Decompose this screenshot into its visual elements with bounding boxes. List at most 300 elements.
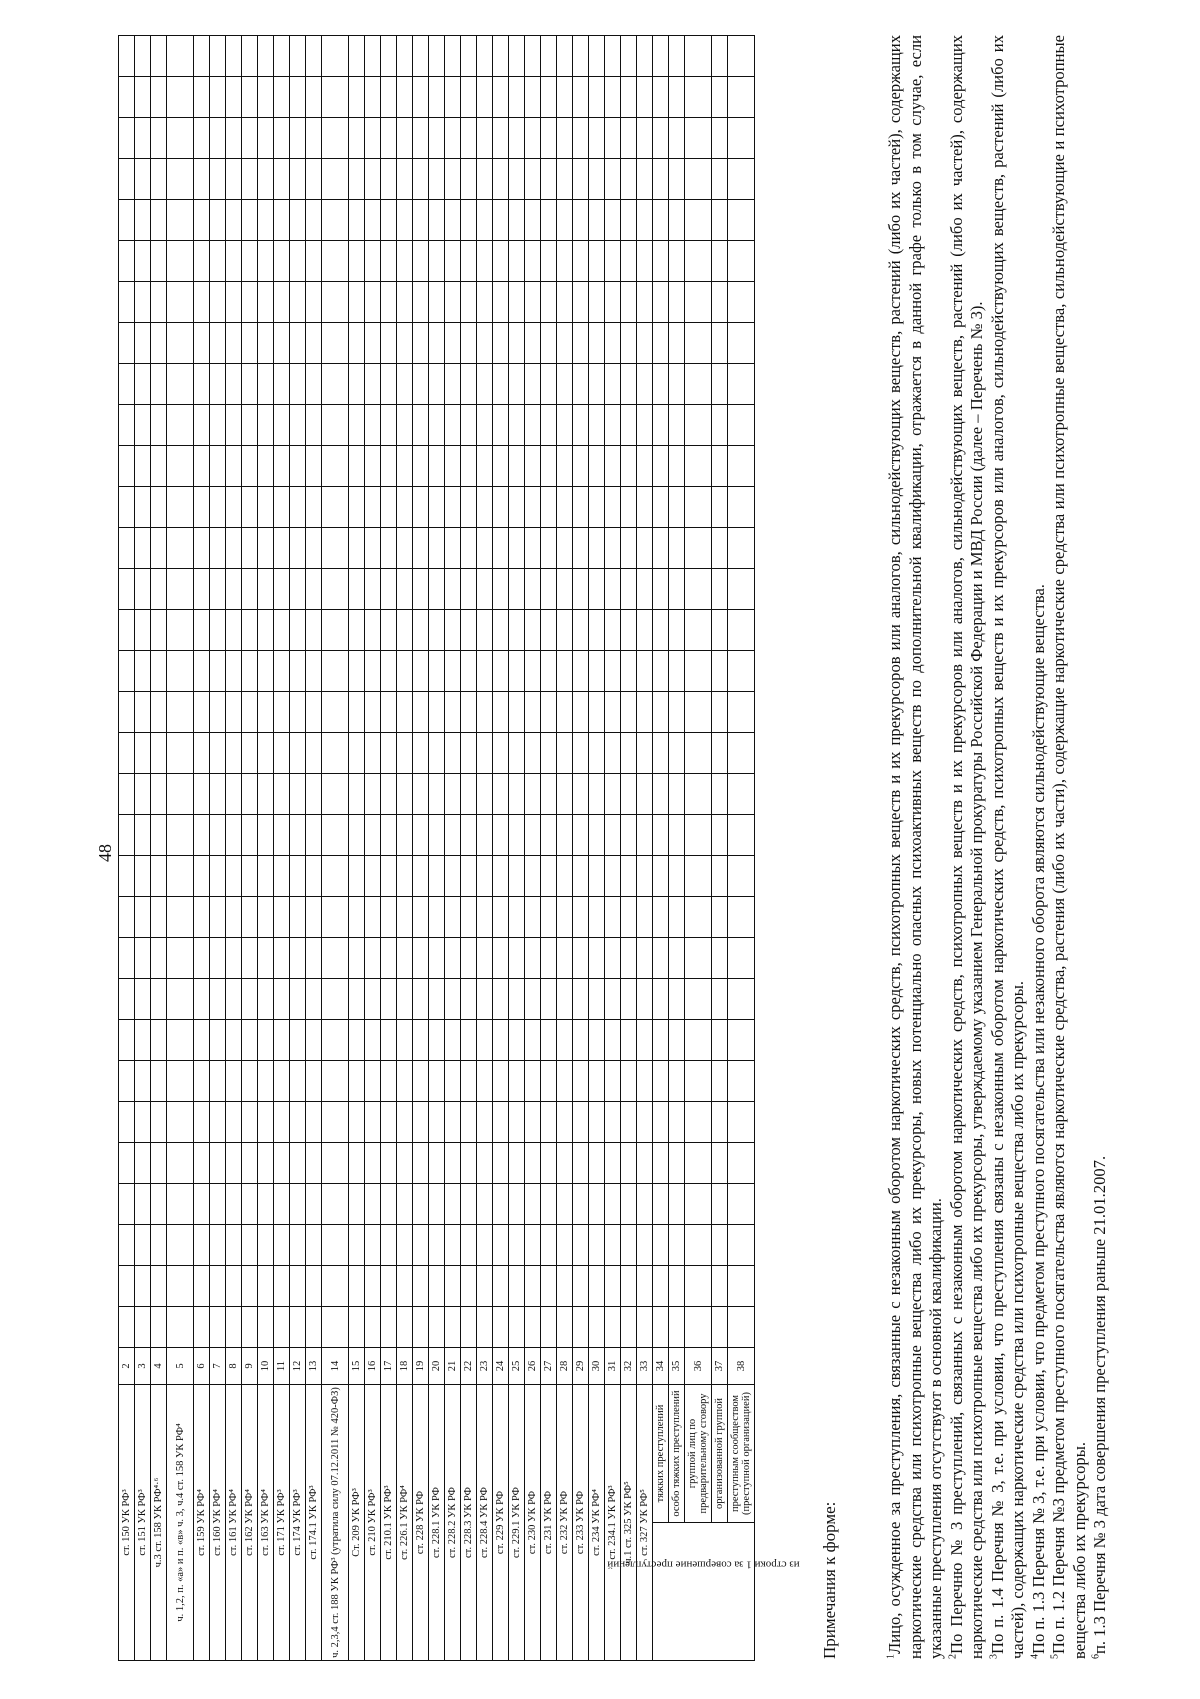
table-cell <box>669 1143 685 1184</box>
table-cell <box>477 1020 493 1061</box>
table-cell <box>728 610 755 651</box>
table-cell <box>429 651 445 692</box>
table-cell <box>226 569 242 610</box>
table-cell <box>445 446 461 487</box>
table-cell <box>605 1225 621 1266</box>
table-cell <box>290 1225 306 1266</box>
table-cell <box>445 692 461 733</box>
table-cell <box>685 364 712 405</box>
row-label: ч.1 ст. 325 УК РФ⁵ <box>621 1385 637 1661</box>
table-cell <box>413 528 429 569</box>
table-cell <box>605 1266 621 1307</box>
table-cell <box>151 118 167 159</box>
table-cell <box>349 856 365 897</box>
table-cell <box>151 36 167 77</box>
table-cell <box>322 1184 349 1225</box>
table-cell <box>509 241 525 282</box>
table-cell <box>290 323 306 364</box>
table-cell <box>728 487 755 528</box>
table-cell <box>290 774 306 815</box>
table-cell <box>151 405 167 446</box>
table-cell <box>381 1266 397 1307</box>
table-cell <box>509 282 525 323</box>
table-cell <box>685 1061 712 1102</box>
table-cell <box>445 1307 461 1348</box>
table-cell <box>151 1061 167 1102</box>
table-cell <box>669 938 685 979</box>
table-cell <box>306 282 322 323</box>
table-cell <box>381 938 397 979</box>
table-cell <box>728 1307 755 1348</box>
row-number: 23 <box>477 1348 493 1385</box>
table-cell <box>151 610 167 651</box>
table-cell <box>429 405 445 446</box>
table-cell <box>306 446 322 487</box>
table-cell <box>541 118 557 159</box>
table-cell <box>167 651 194 692</box>
table-cell <box>477 856 493 897</box>
table-cell <box>274 1143 290 1184</box>
table-cell <box>637 118 653 159</box>
table-cell <box>621 446 637 487</box>
row-number: 22 <box>461 1348 477 1385</box>
table-cell <box>669 159 685 200</box>
row-number: 35 <box>669 1348 685 1385</box>
row-label: ст. 162 УК РФ⁴ <box>242 1385 258 1661</box>
table-cell <box>194 323 210 364</box>
table-cell <box>445 897 461 938</box>
table-cell <box>242 774 258 815</box>
table-cell <box>194 1266 210 1307</box>
table-row <box>541 36 557 1661</box>
table-cell <box>322 979 349 1020</box>
table-cell <box>429 1143 445 1184</box>
table-cell <box>322 1266 349 1307</box>
table-cell <box>226 815 242 856</box>
table-cell <box>525 364 541 405</box>
table-cell <box>541 528 557 569</box>
table-cell <box>210 979 226 1020</box>
table-cell <box>258 692 274 733</box>
table-cell <box>258 815 274 856</box>
table-cell <box>477 1143 493 1184</box>
table-cell <box>573 979 589 1020</box>
table-cell <box>274 856 290 897</box>
table-cell <box>226 856 242 897</box>
row-number: 11 <box>274 1348 290 1385</box>
table-cell <box>210 1020 226 1061</box>
table-cell <box>226 1184 242 1225</box>
table-cell <box>210 815 226 856</box>
table-cell <box>541 774 557 815</box>
table-cell <box>167 241 194 282</box>
table-cell <box>306 1266 322 1307</box>
table-cell <box>728 856 755 897</box>
table-cell <box>477 528 493 569</box>
table-cell <box>605 692 621 733</box>
table-cell <box>712 733 728 774</box>
table-cell <box>397 610 413 651</box>
table-cell <box>290 159 306 200</box>
row-label: ст. 229.1 УК РФ <box>509 1385 525 1661</box>
table-cell <box>365 1184 381 1225</box>
table-cell <box>493 446 509 487</box>
table-cell <box>397 1225 413 1266</box>
table-cell <box>242 1143 258 1184</box>
table-cell <box>493 323 509 364</box>
table-cell <box>381 118 397 159</box>
table-cell <box>210 487 226 528</box>
footnote <box>1049 35 1090 1659</box>
table-cell <box>274 118 290 159</box>
table-cell <box>194 610 210 651</box>
table-cell <box>493 651 509 692</box>
table-cell <box>621 897 637 938</box>
table-cell <box>669 77 685 118</box>
table-cell <box>242 323 258 364</box>
table-cell <box>119 241 135 282</box>
table-cell <box>509 1225 525 1266</box>
table-cell <box>119 77 135 118</box>
row-number: 18 <box>397 1348 413 1385</box>
table-cell <box>381 1143 397 1184</box>
table-cell <box>477 1061 493 1102</box>
table-row <box>509 36 525 1661</box>
table-cell <box>119 1266 135 1307</box>
table-cell <box>381 1061 397 1102</box>
table-cell <box>712 774 728 815</box>
table-cell <box>573 1061 589 1102</box>
row-number: 7 <box>210 1348 226 1385</box>
table-cell <box>525 1061 541 1102</box>
table-cell <box>589 979 605 1020</box>
table-cell <box>365 692 381 733</box>
table-cell <box>135 774 151 815</box>
table-cell <box>151 159 167 200</box>
table-cell <box>381 241 397 282</box>
table-cell <box>541 1225 557 1266</box>
table-cell <box>637 77 653 118</box>
table-cell <box>381 446 397 487</box>
table-cell <box>290 733 306 774</box>
table-cell <box>653 569 669 610</box>
table-cell <box>381 1307 397 1348</box>
table-cell <box>669 241 685 282</box>
table-cell <box>477 651 493 692</box>
table-cell <box>573 897 589 938</box>
table-cell <box>242 1102 258 1143</box>
table-cell <box>429 1020 445 1061</box>
table-cell <box>573 815 589 856</box>
row-label: ст. 229 УК РФ <box>493 1385 509 1661</box>
table-cell <box>477 446 493 487</box>
footnote-text: По п. 1.3 Перечня № 3, т.е. при условии, что предметом преступного посягательства или незаконного оборота являются сильнодействующие вещества. <box>1028 584 1048 1654</box>
table-cell <box>397 733 413 774</box>
table-cell <box>381 1225 397 1266</box>
table-cell <box>685 733 712 774</box>
table-cell <box>135 1225 151 1266</box>
table-cell <box>167 856 194 897</box>
table-cell <box>365 1225 381 1266</box>
table-cell <box>322 897 349 938</box>
table-cell <box>669 651 685 692</box>
table-cell <box>119 938 135 979</box>
table-cell <box>365 938 381 979</box>
table-cell <box>653 1266 669 1307</box>
table-cell <box>621 200 637 241</box>
table-cell <box>194 1020 210 1061</box>
table-cell <box>653 323 669 364</box>
table-cell <box>226 241 242 282</box>
table-cell <box>621 1102 637 1143</box>
table-cell <box>322 569 349 610</box>
table-cell <box>413 1225 429 1266</box>
table-cell <box>413 938 429 979</box>
table-cell <box>557 897 573 938</box>
table-cell <box>226 1061 242 1102</box>
table-cell <box>637 200 653 241</box>
table-cell <box>557 1307 573 1348</box>
table-cell <box>728 1184 755 1225</box>
table-cell <box>685 569 712 610</box>
table-cell <box>637 856 653 897</box>
table-cell <box>653 1307 669 1348</box>
table-cell <box>381 200 397 241</box>
table-cell <box>605 897 621 938</box>
row-number: 37 <box>712 1348 728 1385</box>
table-cell <box>621 159 637 200</box>
table-cell <box>712 323 728 364</box>
table-cell <box>349 815 365 856</box>
table-cell <box>445 979 461 1020</box>
table-cell <box>226 1307 242 1348</box>
table-cell <box>477 282 493 323</box>
table-row <box>525 36 541 1661</box>
table-cell <box>685 815 712 856</box>
table-cell <box>258 733 274 774</box>
table-cell <box>322 815 349 856</box>
table-cell <box>381 979 397 1020</box>
table-cell <box>274 364 290 405</box>
table-cell <box>493 528 509 569</box>
table-cell <box>621 610 637 651</box>
table-cell <box>541 897 557 938</box>
table-cell <box>685 323 712 364</box>
table-cell <box>167 815 194 856</box>
table-cell <box>525 1266 541 1307</box>
table-cell <box>493 282 509 323</box>
table-cell <box>669 610 685 651</box>
table-cell <box>728 77 755 118</box>
table-cell <box>728 118 755 159</box>
table-cell <box>605 1061 621 1102</box>
table-cell <box>637 1225 653 1266</box>
table-row <box>605 36 621 1661</box>
row-number: 24 <box>493 1348 509 1385</box>
table-cell <box>290 938 306 979</box>
table-cell <box>429 77 445 118</box>
table-cell <box>621 241 637 282</box>
table-cell <box>429 610 445 651</box>
table-cell <box>151 897 167 938</box>
table-cell <box>557 692 573 733</box>
row-number: 34 <box>653 1348 669 1385</box>
table-cell <box>509 938 525 979</box>
table-cell <box>242 446 258 487</box>
table-cell <box>306 651 322 692</box>
table-cell <box>429 241 445 282</box>
table-cell <box>712 897 728 938</box>
statistics-table <box>118 35 800 1661</box>
table-cell <box>685 528 712 569</box>
table-cell <box>226 77 242 118</box>
table-cell <box>712 610 728 651</box>
table-row <box>621 36 637 1661</box>
table-cell <box>637 1020 653 1061</box>
table-cell <box>210 159 226 200</box>
table-row <box>349 36 365 1661</box>
table-row <box>365 36 381 1661</box>
table-cell <box>397 856 413 897</box>
table-cell <box>557 733 573 774</box>
table-cell <box>589 323 605 364</box>
table-cell <box>226 692 242 733</box>
table-cell <box>669 1020 685 1061</box>
table-cell <box>397 897 413 938</box>
table-cell <box>365 610 381 651</box>
table-cell <box>589 528 605 569</box>
table-cell <box>381 77 397 118</box>
table-cell <box>135 446 151 487</box>
table-cell <box>653 364 669 405</box>
table-cell <box>349 364 365 405</box>
table-cell <box>589 610 605 651</box>
table-cell <box>226 36 242 77</box>
row-number: 17 <box>381 1348 397 1385</box>
table-cell <box>589 856 605 897</box>
table-cell <box>493 610 509 651</box>
table-cell <box>210 938 226 979</box>
table-cell <box>210 774 226 815</box>
table-cell <box>477 487 493 528</box>
table-cell <box>151 774 167 815</box>
table-cell <box>637 979 653 1020</box>
table-cell <box>322 610 349 651</box>
table-cell <box>493 200 509 241</box>
table-cell <box>493 897 509 938</box>
table-cell <box>728 979 755 1020</box>
table-cell <box>445 856 461 897</box>
table-cell <box>306 979 322 1020</box>
table-cell <box>397 487 413 528</box>
table-cell <box>712 200 728 241</box>
table-cell <box>210 1184 226 1225</box>
table-cell <box>525 938 541 979</box>
table-cell <box>151 282 167 323</box>
table-cell <box>728 1102 755 1143</box>
table-cell <box>397 1184 413 1225</box>
table-cell <box>397 528 413 569</box>
table-cell <box>135 979 151 1020</box>
row-number: 21 <box>445 1348 461 1385</box>
table-cell <box>429 36 445 77</box>
table-cell <box>445 1020 461 1061</box>
table-row <box>242 36 258 1661</box>
table-cell <box>135 1061 151 1102</box>
table-cell <box>151 200 167 241</box>
table-cell <box>477 569 493 610</box>
table-cell <box>557 364 573 405</box>
table-cell <box>669 1061 685 1102</box>
table-cell <box>397 1266 413 1307</box>
table-cell <box>712 651 728 692</box>
table-cell <box>274 774 290 815</box>
table-cell <box>306 1143 322 1184</box>
table-cell <box>413 569 429 610</box>
table-cell <box>167 733 194 774</box>
row-label: ст. 160 УК РФ⁴ <box>210 1385 226 1661</box>
table-row <box>493 36 509 1661</box>
table-cell <box>365 569 381 610</box>
table-cell <box>381 1020 397 1061</box>
table-cell <box>461 405 477 446</box>
table-cell <box>274 651 290 692</box>
table-cell <box>167 774 194 815</box>
table-cell <box>306 405 322 446</box>
table-cell <box>119 36 135 77</box>
table-cell <box>509 487 525 528</box>
table-cell <box>445 1184 461 1225</box>
table-cell <box>274 692 290 733</box>
table-cell <box>557 36 573 77</box>
table-cell <box>653 118 669 159</box>
table-cell <box>226 1225 242 1266</box>
table-cell <box>349 487 365 528</box>
table-cell <box>413 692 429 733</box>
table-cell <box>728 692 755 733</box>
row-label: ст. 233 УК РФ <box>573 1385 589 1661</box>
row-label: ст. 228.1 УК РФ <box>429 1385 445 1661</box>
table-cell <box>637 733 653 774</box>
table-cell <box>653 1184 669 1225</box>
table-cell <box>167 1020 194 1061</box>
table-cell <box>637 1061 653 1102</box>
footnote-text: Лицо, осужденное за преступления, связанные с незаконным оборотом наркотических средств, психотропных веществ и их прекурсоров или аналогов, сильнодействующих веществ, растений (либо их частей), содержащих наркотические средства или психотропные вещества либо их прекурсоры, новых потенциально опасных психоактивных веществ по дополнительной квалификации, отражается в данной графе только в том случае, если указанные преступления отсутствуют в основной квалификации. <box>885 35 945 1659</box>
table-cell <box>381 774 397 815</box>
table-cell <box>119 282 135 323</box>
table-cell <box>167 282 194 323</box>
table-cell <box>637 1307 653 1348</box>
table-cell <box>509 1143 525 1184</box>
table-cell <box>621 815 637 856</box>
table-cell <box>167 1225 194 1266</box>
table-cell <box>210 77 226 118</box>
table-cell <box>258 77 274 118</box>
table-cell <box>669 774 685 815</box>
row-number: 14 <box>322 1348 349 1385</box>
table-cell <box>445 569 461 610</box>
table-cell <box>525 815 541 856</box>
table-cell <box>290 405 306 446</box>
table-cell <box>637 815 653 856</box>
table-cell <box>653 774 669 815</box>
table-cell <box>322 323 349 364</box>
table-cell <box>493 159 509 200</box>
table-row <box>381 36 397 1661</box>
table-cell <box>653 241 669 282</box>
table-cell <box>589 1184 605 1225</box>
table-cell <box>322 1143 349 1184</box>
